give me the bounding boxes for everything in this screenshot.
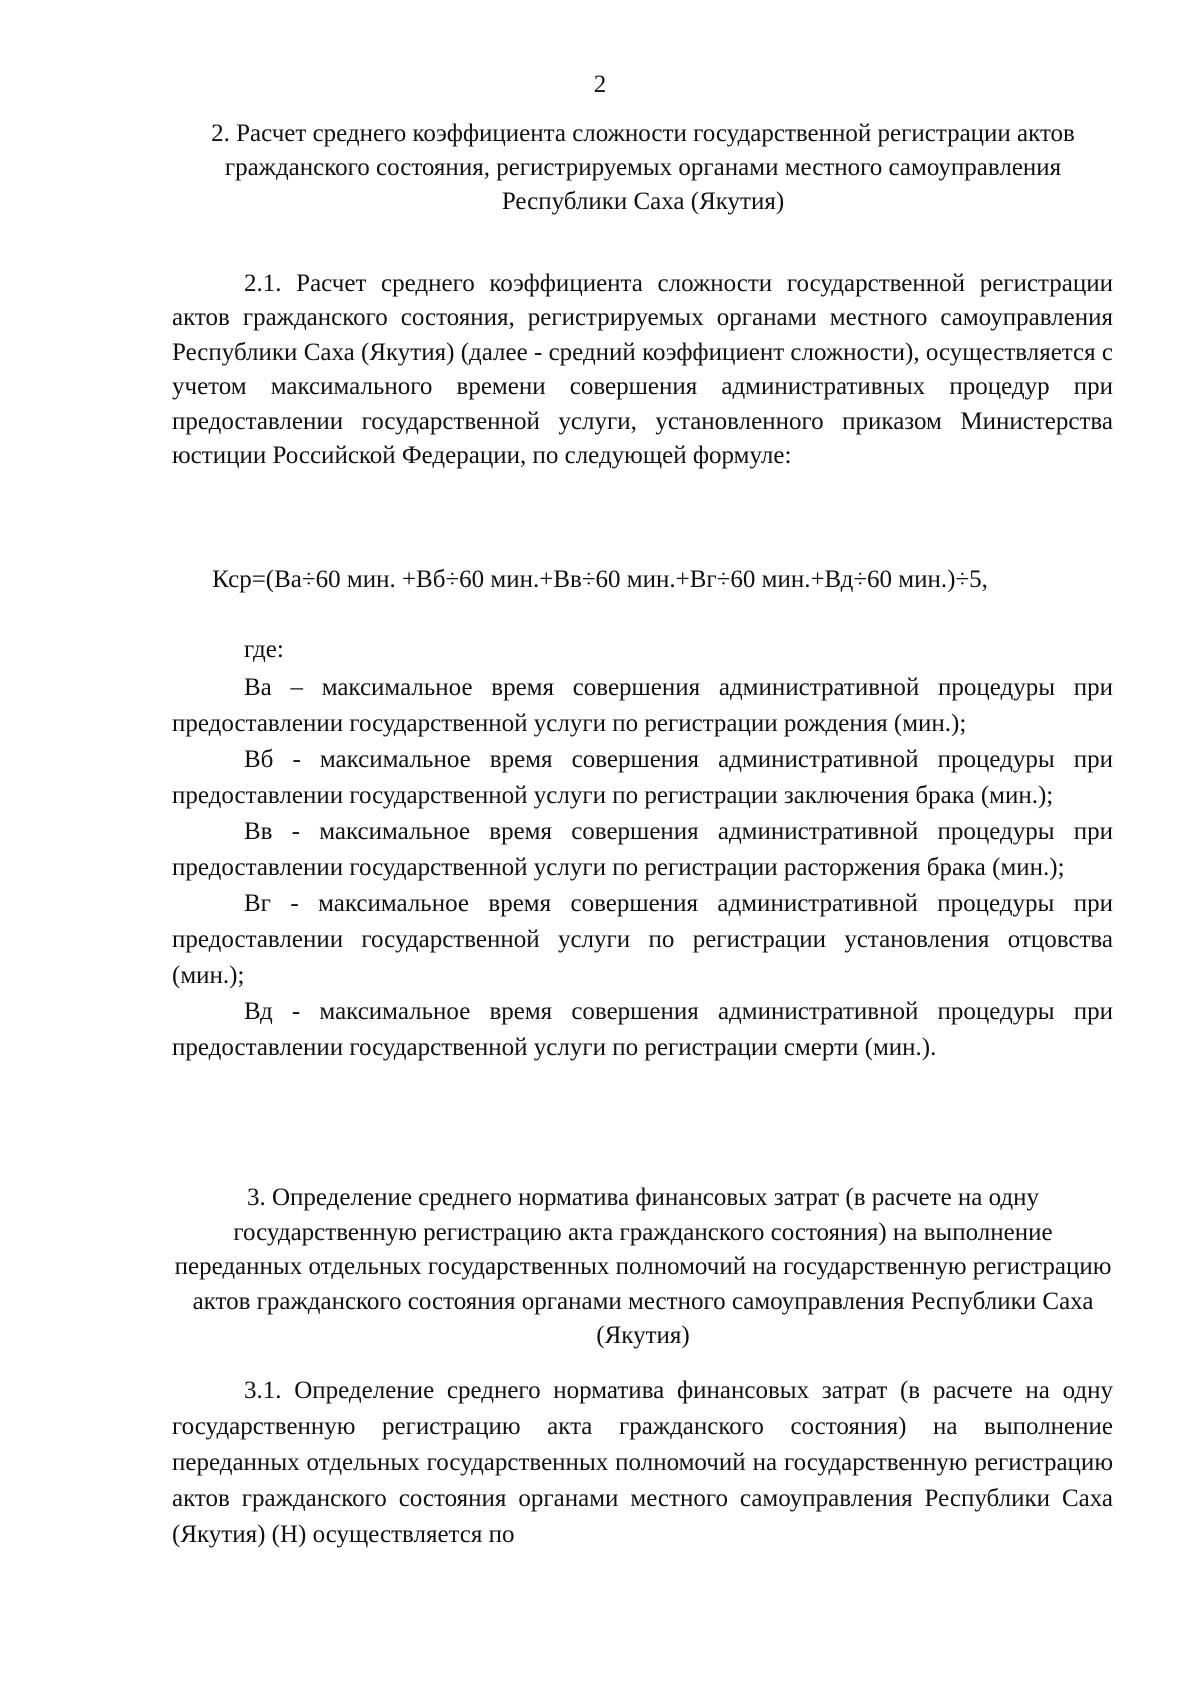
definition-va: Ва – максимальное время совершения административной процедуры при предоставлении государственной услуги по регистрации рождения (мин.); — [172, 674, 1113, 737]
formula-where-label: где: — [244, 636, 284, 663]
definition-vb: Вб - максимальное время совершения административной процедуры при предоставлении государственной услуги по регистрации заключения брака (мин.); — [172, 746, 1113, 809]
formula: Кср=(Ва÷60 мин. +Вб÷60 мин.+Вв÷60 мин.+Вг÷60 мин.+Вд÷60 мин.)÷5, — [212, 566, 988, 593]
paragraph-3-1: 3.1. Определение среднего норматива финансовых затрат (в расчете на одну государственную регистрацию акта гражданского состояния) на выполнение переданных отдельных государственных полномочий на государственную регистрацию актов гражданского состояния органами местного самоуправления Республики Саха (Якутия) (Н) осуществляется по — [172, 1377, 1113, 1548]
paragraph-2-1: 2.1. Расчет среднего коэффициента сложности государственной регистрации актов гражданского состояния, регистрируемых органами местного самоуправления Республики Саха (Якутия) (далее - средний коэффициент сложности), осуществляется с учетом максимального времени совершения административных процедур при предоставлении государственной услуги, установленного приказом Министерства юстиции Российской Федерации, по следующей формуле: — [172, 270, 1113, 470]
page-number: 2 — [593, 71, 607, 98]
formula-definitions — [172, 670, 1113, 1066]
section-2-heading: 2. Расчет среднего коэффициента сложности государственной регистрации актов гражданского состояния, регистрируемых органами местного самоуправления Республики Саха (Якутия) — [211, 120, 1075, 215]
definition-vd: Вд - максимальное время совершения административной процедуры при предоставлении государственной услуги по регистрации смерти (мин.). — [172, 998, 1113, 1061]
section-3-heading: 3. Определение среднего норматива финансовых затрат (в расчете на одну государственную регистрацию акта гражданского состояния) на выполнение переданных отдельных государственных полномочий на государственную регистрацию актов гражданского состояния органами местного самоуправления Республики Саха (Якутия) — [174, 1184, 1112, 1349]
definition-vv: Вв - максимальное время совершения административной процедуры при предоставлении государственной услуги по регистрации расторжения брака (мин.); — [172, 818, 1113, 881]
definition-vg: Вг - максимальное время совершения административной процедуры при предоставлении государственной услуги по регистрации установления отцовства (мин.); — [172, 890, 1113, 989]
